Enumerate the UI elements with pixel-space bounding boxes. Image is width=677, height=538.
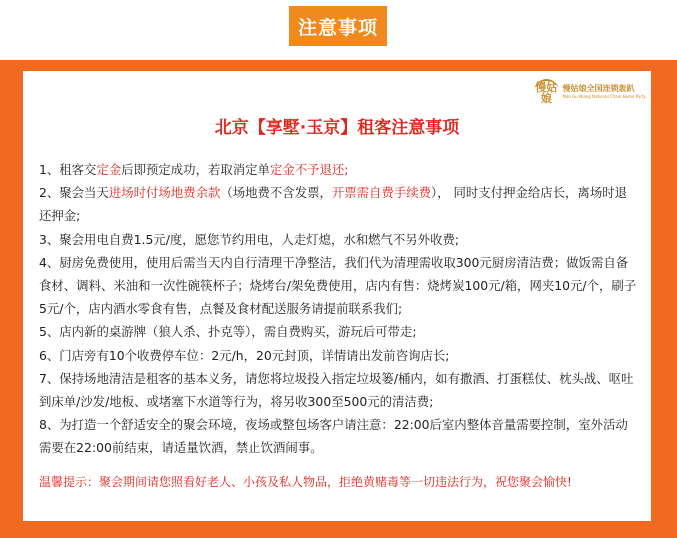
logo-mark-icon: 慢姑娘 <box>535 81 558 105</box>
rule-2-text-c: （场地费不含发票， <box>220 185 332 201</box>
brand-logo <box>534 79 646 105</box>
rule-1-text-a: 1、租客交 <box>39 162 97 177</box>
rules-list <box>39 158 639 460</box>
rule-1-text-c: 后即预定成功，若取消定单 <box>121 162 270 177</box>
logo-en-text: Man Gu Niang National Chain Home Party <box>562 94 646 99</box>
rule-2 <box>39 181 639 227</box>
rule-2-invoice-fee: 开票需自费手续费 <box>331 185 431 201</box>
rule-8: 8、为打造一个舒适安全的聚会环境，夜场或整包场客户请注意：22:00后室内整体音量需要控制，室外活动需要在22:00前结束，请适量饮酒，禁止饮酒闹事。 <box>39 417 628 456</box>
rule-3: 3、聚会用电自费1.5元/度，愿您节约用电，人走灯熄，水和燃气不另外收费; <box>39 231 460 247</box>
rule-2-balance-due: 进场时付场地费余款 <box>108 185 221 201</box>
rule-1 <box>39 158 639 181</box>
rule-6: 6、门店旁有10个收费停车位：2元/h，20元封顶，详情请出发前咨询店长; <box>39 347 450 363</box>
rule-5: 5、店内新的桌游牌（狼人杀、扑克等），需自费购买，游玩后可带走; <box>39 324 417 340</box>
rule-7: 7、保持场地清洁是租客的基本义务，请您将垃圾投入指定垃圾篓/桶内，如有撒酒、打蛋糕仗、枕头战、呕吐到床单/沙发/地板、或堵塞下水道等行为，将另收300至500元的清洁费; <box>39 370 634 410</box>
rule-2-text-e: ）， 同时支付押金给店长，离场时退还押金; <box>39 185 627 224</box>
footer-tip: 温馨提示：聚会期间请您照看好老人、小孩及私人物品，拒绝黄赌毒等一切违法行为，祝您聚会愉快! <box>39 475 572 489</box>
logo-cn-text: 慢姑娘全国连锁轰趴 <box>562 84 635 93</box>
rule-1-no-refund: 定金不予退还; <box>269 162 349 177</box>
notice-card <box>23 71 651 521</box>
rule-4: 4、厨房免费使用，使用后需当天内自行清理干净整洁，我们代为清理需收取300元厨房清洁费；做饭需自备食材、调料、米油和一次性碗筷杯子；烧烤台/架免费使用，店内有售：烧烤炭100元/箱，网夹10元/个，刷子5元/个，店内酒水零食有售，点餐及食材配送服务请提前联系我们; <box>39 254 637 317</box>
logo-text <box>563 84 647 100</box>
rule-2-text-a: 2、聚会当天 <box>39 185 109 201</box>
rule-1-deposit: 定金 <box>96 162 122 177</box>
header-badge: 注意事项 <box>289 6 387 46</box>
page-title: 北京【享墅·玉京】租客注意事项 <box>214 118 460 138</box>
